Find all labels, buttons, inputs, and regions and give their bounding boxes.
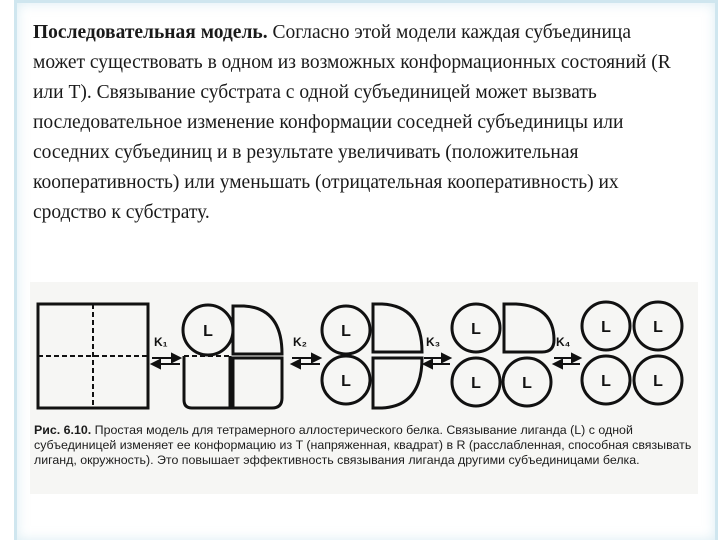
ligand-label: L [601, 373, 611, 390]
constant-k2: K₂ [293, 335, 307, 349]
ligand-label: L [653, 373, 663, 390]
ligand-label: L [341, 323, 351, 340]
equilibrium-arrow-3 [424, 354, 450, 368]
ligand-label: L [341, 373, 351, 390]
t-subunit [233, 306, 282, 354]
main-text [33, 18, 673, 228]
equilibrium-arrow-4 [554, 354, 580, 368]
constant-k3: K₃ [426, 335, 441, 349]
lead-term: Последовательная модель. [33, 22, 268, 43]
ligand-label: L [471, 375, 481, 392]
t-subunit [184, 356, 230, 408]
equilibrium-arrow-2 [292, 354, 320, 368]
constant-k1: K₁ [154, 335, 168, 349]
ligand-label: L [471, 321, 481, 338]
ligand-label: L [653, 319, 663, 336]
caption-text: Простая модель для тетрамерного аллостерического белка. Связывание лиганда (L) с одной субъединицей изменяет ее конформацию из T (напряженная, квадрат) в R (расслабленная, способная связывать лиганд, окружность). Это повышает эффективность связывания лиганда другими субъединицами белка. [34, 423, 692, 467]
ligand-label: L [601, 319, 611, 336]
caption-label: Рис. 6.10. [34, 423, 92, 437]
ligand-label: L [522, 375, 532, 392]
body-text: Согласно этой модели каждая субъединица может существовать в одном из возможных конформационных состояний (R или T). Связывание субстрата с одной субъединицей может вызвать последовательное изменение конформации соседней субъединицы или соседних субъединиц и в результате увеличивать (положительная кооперативность) или уменьшать (отрицательная кооперативность) их сродство к субстрату. [33, 22, 671, 223]
t-subunit [504, 304, 554, 352]
tetramer-diagram [30, 282, 698, 422]
equilibrium-arrow-1 [152, 354, 180, 368]
t-subunit [233, 358, 282, 408]
figure-caption [34, 423, 694, 468]
t-subunit [373, 304, 422, 352]
t-subunit [373, 358, 422, 408]
constant-k4: K₄ [556, 335, 571, 349]
figure-6-10 [30, 282, 698, 494]
ligand-label: L [203, 323, 213, 340]
